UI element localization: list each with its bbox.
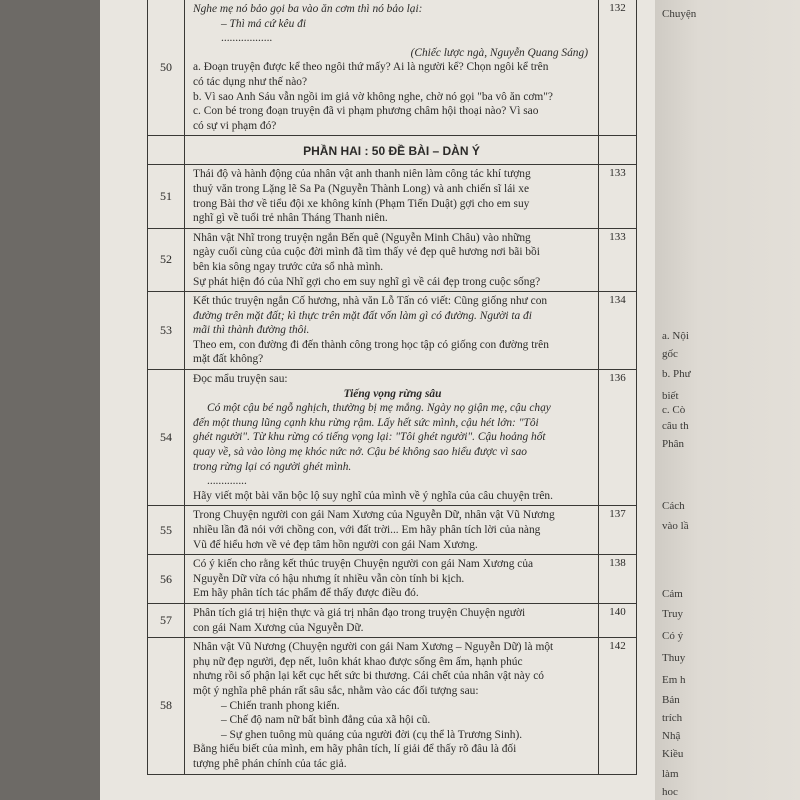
exercise-content	[185, 506, 598, 554]
adjacent-page-fragment: làm	[662, 768, 679, 780]
content-line: tượng phê phán chính của tác giả.	[193, 757, 347, 770]
exercise-number: 54	[148, 370, 185, 505]
content-line: Em hãy phân tích tác phẩm để thấy được điều đó.	[193, 587, 419, 600]
exercise-content	[185, 0, 598, 135]
content-line: nhưng rồi số phận lại kết cục hết sức bi thương. Cái chết của nhân vật này có	[193, 670, 544, 683]
adjacent-page-fragment: Bản	[662, 694, 680, 706]
section-row	[148, 136, 636, 165]
page-number: 134	[598, 292, 636, 369]
exercise-number: 58	[148, 638, 185, 773]
exercise-content	[185, 165, 598, 227]
content-line: b. Vì sao Anh Sáu vẫn ngồi im giả vờ không nghe, chờ nó gọi "ba vô ăn cơm"?	[193, 90, 553, 103]
content-line: Thái độ và hành động của nhân vật anh thanh niên làm công tác khí tượng	[193, 168, 531, 181]
exercise-number: 53	[148, 292, 185, 369]
adjacent-page-fragment: trích	[662, 712, 683, 724]
table-row	[148, 370, 636, 506]
exercise-table	[147, 0, 637, 775]
content-line: Có ý kiến cho rằng kết thúc truyện Chuyện người con gái Nam Xương của	[193, 558, 534, 571]
adjacent-page-fragment: Cách	[662, 500, 685, 512]
content-line: thuỷ văn trong Lặng lẽ Sa Pa (Nguyễn Thành Long) và anh chiến sĩ lái xe	[193, 182, 530, 195]
adjacent-page-fragment: Thuy	[662, 652, 686, 664]
content-line: Kết thúc truyện ngắn Cố hương, nhà văn Lỗ Tấn có viết: Cũng giống như con	[193, 295, 548, 308]
table-row	[148, 229, 636, 292]
content-line: Trong Chuyện người con gái Nam Xương của Nguyễn Dữ, nhân vật Vũ Nương	[193, 509, 555, 522]
exercise-content	[185, 638, 598, 773]
content-line: Có một cậu bé ngỗ nghịch, thường bị mẹ mắng. Ngày nọ giận mẹ, cậu chạy	[207, 402, 551, 415]
adjacent-page-fragment: biết	[662, 390, 679, 402]
table-row	[148, 292, 636, 370]
adjacent-page-fragment: Truy	[662, 608, 683, 620]
content-line: c. Con bé trong đoạn truyện đã vi phạm phương châm hội thoại nào? Vì sao	[193, 105, 539, 118]
exercise-number: 55	[148, 506, 185, 554]
exercise-number: 57	[148, 604, 185, 637]
adjacent-page-fragment: a. Nội	[662, 330, 689, 342]
content-line: Vũ để hiểu hơn về vẻ đẹp tâm hồn người con gái Nam Xương.	[193, 538, 478, 551]
adjacent-page-fragment: b. Phư	[662, 368, 691, 380]
table-row	[148, 506, 636, 555]
exercise-number: 50	[148, 0, 185, 135]
exercise-content	[185, 604, 598, 637]
content-line: Tiếng vọng rừng sâu	[343, 387, 442, 400]
content-line: Đọc mẩu truyện sau:	[193, 373, 288, 386]
content-line: – Chiến tranh phong kiến.	[221, 699, 340, 712]
content-line: Nguyễn Dữ vừa có hậu nhưng ít nhiều vẫn còn tính bi kịch.	[193, 572, 465, 585]
exercise-content	[185, 292, 598, 369]
table-row	[148, 165, 636, 228]
content-line: nhiều lần đã nói với chồng con, với đất trời... Em hãy phân tích lời của nàng	[193, 524, 541, 536]
content-line: mặt đất không?	[193, 353, 264, 366]
empty-cell	[148, 136, 185, 164]
adjacent-page-fragment: Nhậ	[662, 730, 681, 742]
content-line: Nhân vật Nhĩ trong truyện ngắn Bến quê (Nguyễn Minh Châu) vào những	[193, 231, 531, 244]
page-number: 136	[598, 370, 636, 505]
adjacent-page-fragment: Phân	[662, 438, 684, 450]
content-line: (Chiếc lược ngà, Nguyễn Quang Sáng)	[410, 46, 588, 59]
content-line: có sự vi phạm đó?	[193, 119, 277, 132]
content-line: Bằng hiểu biết của mình, em hãy phân tích, lí giải để thấy rõ đâu là đối	[193, 743, 517, 756]
page-number: 133	[598, 229, 636, 291]
page-number: 137	[598, 506, 636, 554]
content-line: đường trên mặt đất; kì thực trên mặt đất vốn làm gì có đường. Người ta đi	[193, 309, 532, 322]
content-line: đến một thung lũng cạnh khu rừng rậm. Lấy hết sức mình, cậu hét lớn: "Tôi	[193, 416, 539, 429]
exercise-number: 56	[148, 555, 185, 603]
adjacent-page-fragment: hoc	[662, 786, 678, 798]
content-line: mãi thì thành đường thôi.	[193, 324, 310, 337]
adjacent-page-fragment: Kiều	[662, 748, 684, 760]
adjacent-page-fragment: vào lầ	[662, 520, 689, 532]
adjacent-page-fragment: gốc	[662, 348, 678, 360]
exercise-content	[185, 370, 598, 505]
content-line: một ý nghĩa phê phán rất sâu sắc, nhằm vào các đối tượng sau:	[193, 684, 479, 697]
content-line: trong Bài thơ về tiểu đội xe không kính (Phạm Tiến Duật) gợi cho em suy	[193, 197, 530, 210]
content-line: có tác dụng như thế nào?	[193, 75, 308, 88]
content-line: Nghe mẹ nó bảo gọi ba vào ăn cơm thì nó bảo lại:	[193, 3, 423, 15]
adjacent-page-fragment: câu th	[662, 420, 689, 432]
content-line: Nhân vật Vũ Nương (Chuyện người con gái Nam Xương – Nguyễn Dữ) là một	[193, 641, 554, 654]
adjacent-page-fragment: Cảm	[662, 588, 683, 600]
content-line: ngày cuối cùng của cuộc đời mình đã tìm thấy vẻ đẹp quê hương nơi bãi bồi	[193, 246, 540, 259]
content-line: Sự phát hiện đó của Nhĩ gợi cho em suy nghĩ gì về cái đẹp trong cuộc sống?	[193, 275, 541, 288]
content-line: a. Đoạn truyện được kể theo ngôi thứ mấy? Ai là người kể? Chọn ngôi kể trên	[193, 61, 549, 74]
content-line: Phân tích giá trị hiện thực và giá trị nhân đạo trong truyện Chuyện người	[193, 606, 526, 619]
content-line: trong rừng lại có người ghét mình.	[193, 460, 352, 473]
content-line: – Chế độ nam nữ bất bình đẳng của xã hội cũ.	[221, 714, 431, 727]
content-line: ..................	[221, 32, 273, 45]
exercise-content	[185, 229, 598, 291]
content-line: ..............	[207, 475, 247, 488]
adjacent-page-fragment: Có ý	[662, 630, 684, 642]
page-number: 133	[598, 165, 636, 227]
adjacent-page-fragment: Em h	[662, 674, 686, 686]
exercise-content	[185, 555, 598, 603]
table-row	[148, 638, 636, 774]
content-line: Theo em, con đường đi đến thành công trong học tập có giống con đường trên	[193, 338, 549, 351]
exercise-number: 51	[148, 165, 185, 227]
page-number: 140	[598, 604, 636, 637]
section-title: PHẦN HAI : 50 ĐỀ BÀI – DÀN Ý	[303, 144, 480, 159]
content-line: bên kia sông ngay trước cửa sổ nhà mình.	[193, 260, 384, 273]
content-line: ghét người". Từ khu rừng có tiếng vọng lại: "Tôi ghét người". Cậu hoảng hốt	[193, 431, 546, 444]
empty-cell	[598, 136, 636, 164]
table-row	[148, 0, 636, 136]
table-row	[148, 555, 636, 604]
page-number: 132	[598, 0, 636, 135]
page-number: 142	[598, 638, 636, 773]
adjacent-page-fragment: Chuyện	[662, 8, 697, 20]
content-line: con gái Nam Xương của Nguyễn Dữ.	[193, 621, 364, 634]
content-line: Hãy viết một bài văn bộc lộ suy nghĩ của mình về ý nghĩa của câu chuyện trên.	[193, 489, 553, 502]
content-line: quay về, sà vào lòng mẹ khóc nức nở. Cậu bé không sao hiểu được vì sao	[193, 446, 527, 459]
content-line: – Thì má cứ kêu đi	[221, 17, 306, 30]
page-number: 138	[598, 555, 636, 603]
exercise-number: 52	[148, 229, 185, 291]
adjacent-page-fragment: c. Cò	[662, 404, 686, 416]
table-row	[148, 604, 636, 638]
content-line: phụ nữ đẹp người, đẹp nết, luôn khát khao được sống êm ấm, hạnh phúc	[193, 655, 523, 668]
content-line: nghĩ gì về tuổi trẻ nhân Tháng Thanh niên.	[193, 212, 388, 225]
content-line: – Sự ghen tuông mù quáng của người đời (cụ thể là Trương Sinh).	[221, 728, 523, 741]
